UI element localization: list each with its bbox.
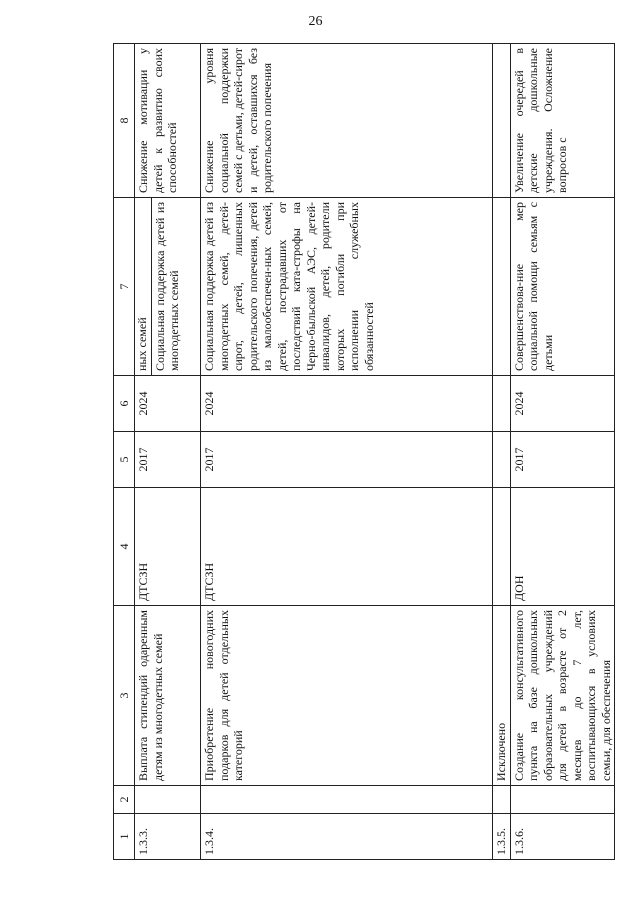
row-result <box>493 198 511 376</box>
header-cell: 5 <box>114 432 135 488</box>
page-number: 26 <box>308 14 323 29</box>
row-start-year <box>493 432 511 488</box>
header-cell: 6 <box>114 376 135 432</box>
header-cell: 4 <box>114 488 135 606</box>
table-row <box>201 44 493 860</box>
row-end-year: 2024 <box>201 376 493 432</box>
row-end-year: 2024 <box>510 376 615 432</box>
header-cell: 8 <box>114 44 135 198</box>
rotated-table-container <box>113 44 613 860</box>
row-col2 <box>493 786 511 814</box>
row-col2 <box>201 786 493 814</box>
row-col2 <box>510 786 615 814</box>
row-end-year: 2024 <box>135 376 201 432</box>
row-number: 1.3.4. <box>201 814 493 860</box>
row-result: Социальная поддержка детей из многодетных семей, детей-сирот, детей, лишенных родительского попечения, детей из малообеспечен-ных семей, детей, пострадавших от последствий ката-строфы на Черно-быльской АЭС, детей-инвалидов, детей, родители которых погибли при исполнении служебных обязанностей <box>201 198 493 376</box>
row-executor: ДТСЗН <box>201 488 493 606</box>
row-result: Социальная поддержка детей из многодетных семей <box>152 202 181 371</box>
row-executor: ДТСЗН <box>135 488 201 606</box>
row-consequence <box>493 44 511 198</box>
row-event: Исключено <box>493 606 511 786</box>
header-cell: 3 <box>114 606 135 786</box>
row-number: 1.3.5. <box>493 814 511 860</box>
row-number: 1.3.6. <box>510 814 615 860</box>
row-result: Совершенствова-ние мер социальной помощи семьям с детьми <box>510 198 615 376</box>
row-consequence: Увеличение очередей в детские дошкольные учреждения. Осложнение вопросов с <box>510 44 615 198</box>
row-carryover-text: ных семей <box>135 198 152 375</box>
row-executor: ДОН <box>510 488 615 606</box>
row-event: Приобретение новогодних подарков для детей отдельных категорий <box>201 606 493 786</box>
row-number: 1.3.3. <box>135 814 201 860</box>
row-result-cell <box>135 198 201 376</box>
row-start-year: 2017 <box>135 432 201 488</box>
header-row <box>114 44 135 860</box>
row-consequence: Снижение мотивации у детей к развитию своих способностей <box>135 44 201 198</box>
row-col2 <box>135 786 201 814</box>
row-start-year: 2017 <box>201 432 493 488</box>
row-executor <box>493 488 511 606</box>
row-consequence: Снижение уровня социальной поддержки семей с детьми, детей-сирот и детей, оставшихся без родительского попечения <box>201 44 493 198</box>
table-row <box>493 44 511 860</box>
row-end-year <box>493 376 511 432</box>
header-cell: 2 <box>114 786 135 814</box>
row-event: Создание консультативного пункта на базе дошкольных образовательных учреждений для детей в возрасте от 2 месяцев до 7 лет, воспитывающихся в условиях семьи, для обеспечения <box>510 606 615 786</box>
header-cell: 7 <box>114 198 135 376</box>
header-cell: 1 <box>114 814 135 860</box>
row-event: Выплата стипендий одаренным детям из многодетных семей <box>135 606 201 786</box>
row-start-year: 2017 <box>510 432 615 488</box>
table-row <box>510 44 615 860</box>
table-row <box>135 44 201 860</box>
program-table <box>113 43 615 860</box>
